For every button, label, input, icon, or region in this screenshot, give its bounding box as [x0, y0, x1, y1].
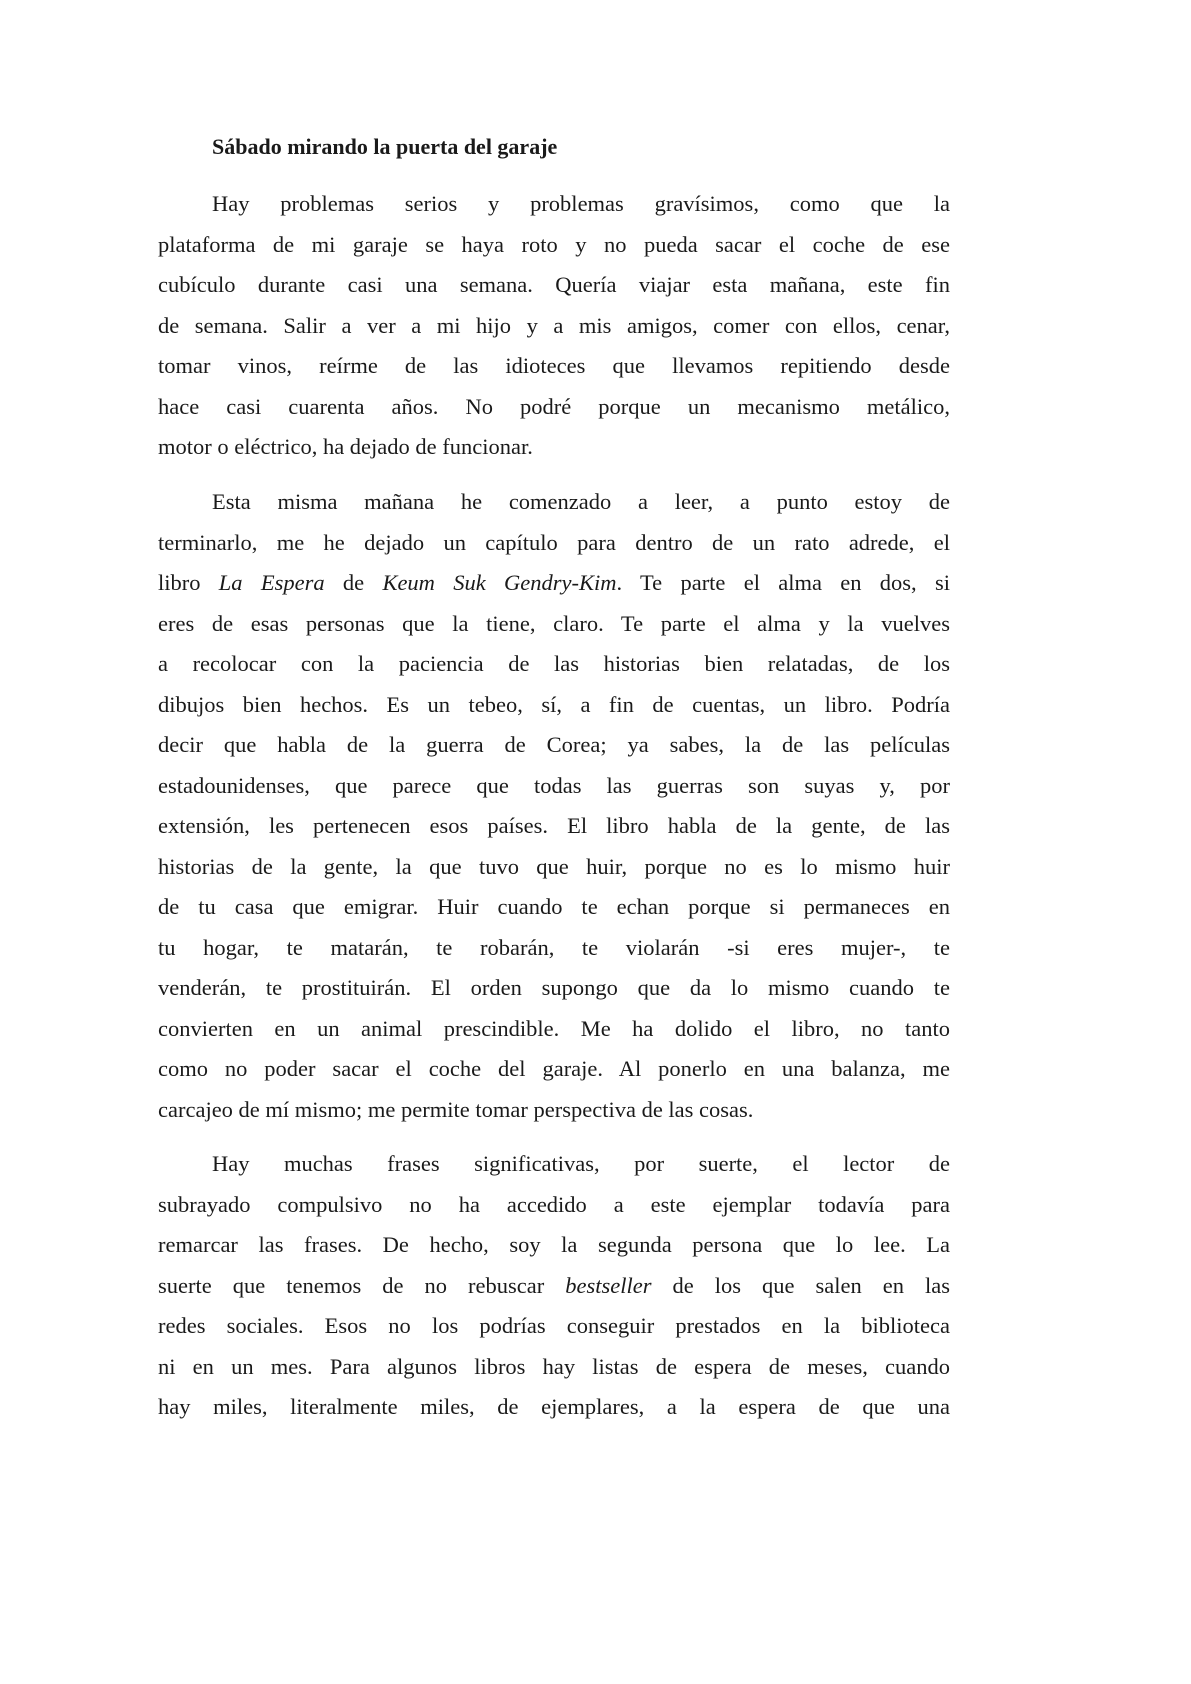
- text-segment: remarcar las frases. De hecho, soy la segunda persona que lo lee. La: [158, 1232, 950, 1257]
- text-segment: historias de la gente, la que tuvo que huir, porque no es lo mismo huir: [158, 853, 950, 879]
- paragraph-line: [158, 974, 950, 1002]
- text-segment: . Te parte el alma en dos, si: [616, 570, 950, 595]
- paragraph-line: [158, 1231, 950, 1259]
- text-segment: dibujos bien hechos. Es un tebeo, sí, a fin de cuentas, un libro. Podría: [158, 691, 950, 717]
- paragraph-line: [158, 393, 950, 421]
- text-segment: ni en un mes. Para algunos libros hay listas de espera de meses, cuando: [158, 1353, 950, 1379]
- text-segment: Esta misma mañana he comenzado a leer, a punto estoy de: [212, 489, 950, 514]
- text-segment: de: [324, 570, 383, 595]
- paragraph-line: [158, 1312, 950, 1340]
- paragraph-line: [158, 1393, 950, 1421]
- text-segment: tomar vinos, reírme de las idioteces que llevamos repitiendo desde: [158, 353, 950, 378]
- paragraph-line: [158, 231, 950, 259]
- text-segment: a recolocar con la paciencia de las historias bien relatadas, de los: [158, 651, 950, 676]
- paragraph-line: [158, 1353, 950, 1381]
- paragraph-line: [158, 1272, 950, 1300]
- text-segment: cubículo durante casi una semana. Quería viajar esta mañana, este fin: [158, 272, 950, 297]
- text-segment: carcajeo de mí mismo; me permite tomar perspectiva de las cosas.: [158, 1096, 754, 1122]
- italic-text: bestseller: [565, 1272, 652, 1298]
- paragraph-line: [158, 271, 950, 299]
- paragraph-line: [158, 1055, 950, 1083]
- paragraph-line: [158, 352, 950, 380]
- text-segment: terminarlo, me he dejado un capítulo para dentro de un rato adrede, el: [158, 529, 950, 555]
- text-segment: hay miles, literalmente miles, de ejemplares, a la espera de que una: [158, 1394, 950, 1419]
- paragraph-line: [158, 1191, 950, 1219]
- paragraph-line: [158, 312, 950, 340]
- paragraph-line: [158, 1096, 950, 1124]
- paragraph-line: [158, 650, 950, 678]
- text-segment: venderán, te prostituirán. El orden supongo que da lo mismo cuando te: [158, 975, 950, 1000]
- text-segment: subrayado compulsivo no ha accedido a este ejemplar todavía para: [158, 1191, 950, 1217]
- document-title: Sábado mirando la puerta del garaje: [212, 134, 558, 159]
- text-segment: motor o eléctrico, ha dejado de funcionar.: [158, 434, 533, 459]
- text-segment: decir que habla de la guerra de Corea; ya sabes, la de las películas: [158, 732, 950, 757]
- paragraph-line: [158, 529, 950, 557]
- paragraph-line: [158, 731, 950, 759]
- text-segment: de semana. Salir a ver a mi hijo y a mis amigos, comer con ellos, cenar,: [158, 312, 950, 338]
- paragraph-line: [212, 190, 950, 218]
- text-segment: extensión, les pertenecen esos países. El libro habla de la gente, de las: [158, 813, 950, 838]
- paragraph-line: [158, 934, 950, 962]
- paragraph-line: [158, 812, 950, 840]
- paragraph-line: [158, 433, 950, 461]
- italic-text: Keum Suk Gendry-Kim: [382, 570, 617, 595]
- text-segment: convierten en un animal prescindible. Me ha dolido el libro, no tanto: [158, 1015, 950, 1041]
- text-segment: tu hogar, te matarán, te robarán, te violarán -si eres mujer-, te: [158, 934, 950, 960]
- paragraph-line: [158, 853, 950, 881]
- text-segment: de los que salen en las: [651, 1272, 950, 1298]
- paragraph-line: [212, 1150, 950, 1178]
- italic-text: La Espera: [218, 570, 325, 595]
- text-segment: suerte que tenemos de no rebuscar: [158, 1272, 566, 1298]
- paragraph-line: [212, 488, 950, 516]
- paragraph-line: [158, 691, 950, 719]
- text-segment: eres de esas personas que la tiene, claro. Te parte el alma y la vuelves: [158, 610, 950, 636]
- text-segment: estadounidenses, que parece que todas las guerras son suyas y, por: [158, 772, 950, 798]
- text-segment: de tu casa que emigrar. Huir cuando te echan porque si permaneces en: [158, 894, 950, 919]
- paragraph-line: [158, 569, 950, 597]
- paragraph-line: [158, 610, 950, 638]
- text-segment: Hay problemas serios y problemas gravísimos, como que la: [212, 191, 950, 216]
- text-segment: libro: [158, 570, 219, 595]
- text-segment: Hay muchas frases significativas, por suerte, el lector de: [212, 1151, 950, 1176]
- text-segment: como no poder sacar el coche del garaje. Al ponerlo en una balanza, me: [158, 1056, 950, 1081]
- paragraph-line: [158, 893, 950, 921]
- paragraph-line: [158, 1015, 950, 1043]
- paragraph-line: [158, 772, 950, 800]
- text-segment: redes sociales. Esos no los podrías conseguir prestados en la biblioteca: [158, 1313, 950, 1338]
- text-segment: plataforma de mi garaje se haya roto y no pueda sacar el coche de ese: [158, 231, 950, 257]
- text-segment: hace casi cuarenta años. No podré porque un mecanismo metálico,: [158, 393, 950, 419]
